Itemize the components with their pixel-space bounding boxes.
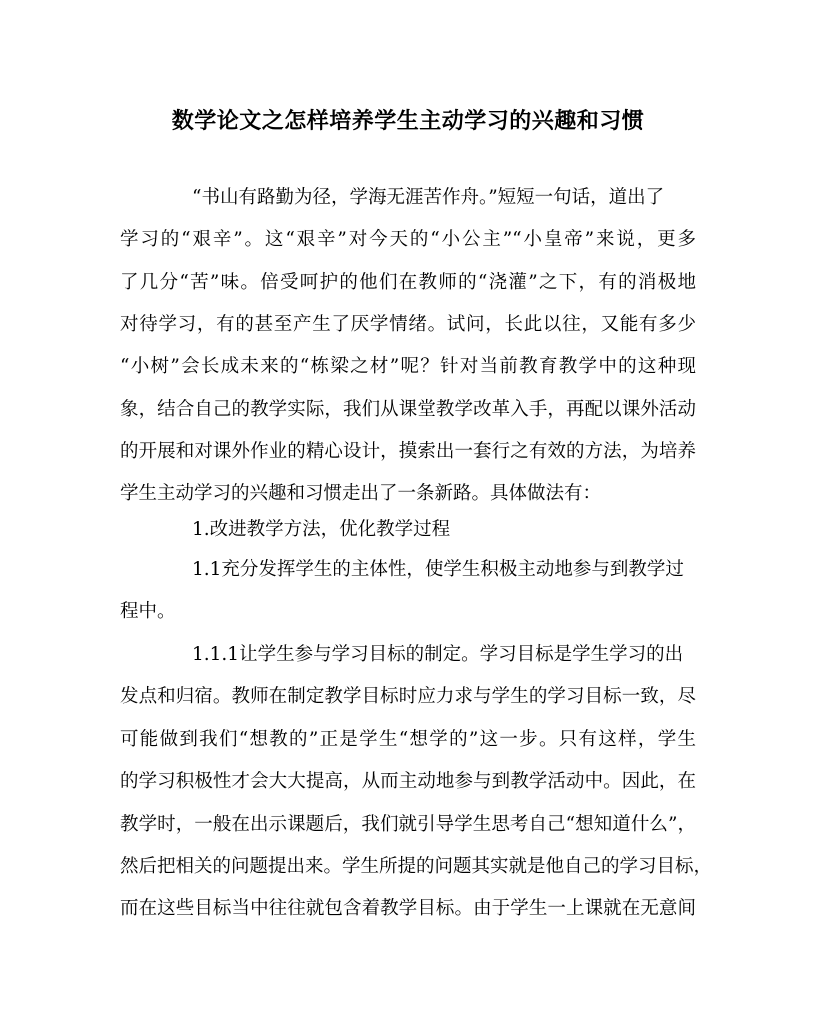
paragraph-1-1-1-line-5: 教学时，一般在出示课题后，我们就引导学生思考自己“想知道什么”， bbox=[120, 814, 696, 835]
paragraph-1-1-1-line-6: 然后把相关的问题提出来。学生所提的问题其实就是他自己的学习目标， bbox=[120, 856, 713, 877]
paragraph-1-line-3: 了几分“苦”味。倍受呵护的他们在教师的“浇灌”之下，有的消极地 bbox=[120, 272, 696, 293]
paragraph-1-1-line-1: 1.1充分发挥学生的主体性，使学生积极主动地参与到教学过 bbox=[192, 559, 684, 580]
paragraph-1-line-1: “书山有路勤为径，学海无涯苦作舟。”短短一句话，道出了 bbox=[192, 187, 665, 208]
paragraph-1-line-4: 对待学习，有的甚至产生了厌学情绪。试问，长此以往，又能有多少 bbox=[120, 314, 696, 335]
paragraph-1-line-2: 学习的“艰辛”。这“艰辛”对今天的“小公主”“小皇帝”来说，更多 bbox=[120, 229, 696, 250]
paragraph-1-line-7: 的开展和对课外作业的精心设计，摸索出一套行之有效的方法，为培养 bbox=[120, 441, 696, 462]
paragraph-1-1-1-line-3: 可能做到我们“想教的”正是学生“想学的”这一步。只有这样，学生 bbox=[120, 729, 696, 750]
paragraph-1-line-8: 学生主动学习的兴趣和习惯走出了一条新路。具体做法有： bbox=[120, 483, 602, 504]
paragraph-1-1-1-line-1: 1.1.1让学生参与学习目标的制定。学习目标是学生学习的出 bbox=[192, 644, 684, 665]
document-title: 数学论文之怎样培养学生主动学习的兴趣和习惯 bbox=[171, 108, 645, 134]
paragraph-1-1-1-line-4: 的学习积极性才会大大提高，从而主动地参与到教学活动中。因此，在 bbox=[120, 771, 696, 792]
paragraph-1-1-1-line-7: 而在这些目标当中往往就包含着教学目标。由于学生一上课就在无意间 bbox=[120, 898, 696, 919]
paragraph-1-line-5: “小树”会长成未来的“栋梁之材”呢？针对当前教育教学中的这种现 bbox=[120, 356, 696, 377]
section-heading-1: 1.改进教学方法，优化教学过程 bbox=[192, 519, 451, 540]
paragraph-1-line-6: 象，结合自己的教学实际，我们从课堂教学改革入手，再配以课外活动 bbox=[120, 399, 696, 420]
paragraph-1-1-1-line-2: 发点和归宿。教师在制定教学目标时应力求与学生的学习目标一致，尽 bbox=[120, 686, 696, 707]
paragraph-1-1-line-2: 程中。 bbox=[120, 601, 176, 622]
